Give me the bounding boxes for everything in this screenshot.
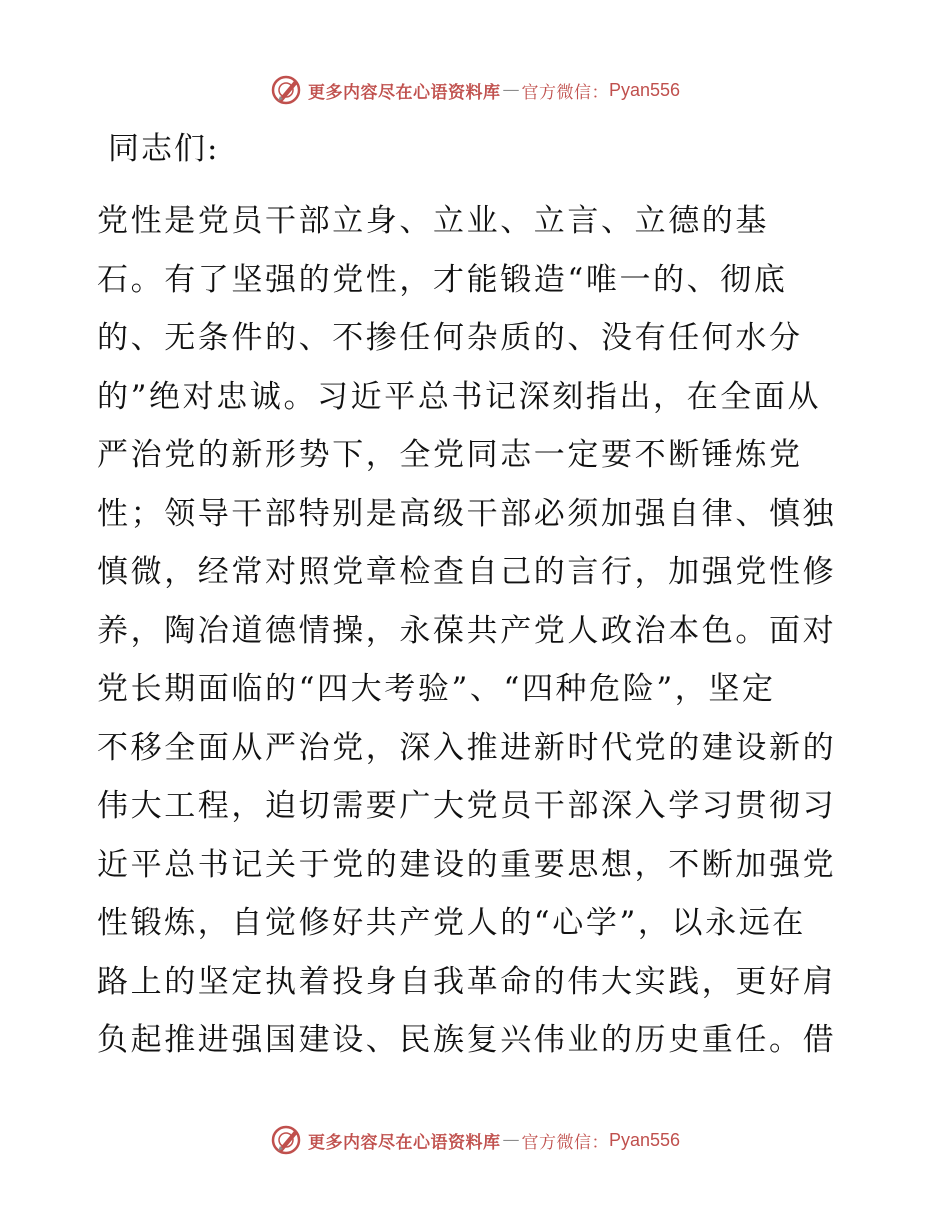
watermark-separator: — (502, 80, 520, 100)
pen-nib-logo-icon (270, 74, 302, 106)
body-line: 伟大工程，迫切需要广大党员干部深入学习贯彻习 (97, 788, 837, 824)
body-line: 党长期面临的“四大考验”、“四种危险”，坚定 (97, 671, 776, 707)
watermark-separator: — (502, 1130, 520, 1150)
pen-nib-logo-icon (270, 1124, 302, 1156)
body-line: 性；领导干部特别是高级干部必须加强自律、慎独 (97, 496, 837, 532)
watermark-label: 官方微信： (521, 1132, 609, 1153)
body-line: 不移全面从严治党，深入推进新时代党的建设新的 (97, 730, 837, 766)
watermark-main-text: 更多内容尽在心语资料库 (307, 1132, 501, 1153)
salutation: 同志们: (108, 131, 220, 167)
watermark-main-text: 更多内容尽在心语资料库 (307, 82, 501, 103)
watermark-banner-top (0, 70, 950, 110)
body-line: 党性是党员干部立身、立业、立言、立德的基 (97, 203, 769, 239)
body-line: 石。有了坚强的党性，才能锻造“唯一的、彻底 (97, 262, 788, 298)
body-line: 路上的坚定执着投身自我革命的伟大实践，更好肩 (97, 964, 837, 1000)
body-line: 负起推进强国建设、民族复兴伟业的历史重任。借 (97, 1022, 837, 1058)
body-line: 养，陶冶道德情操，永葆共产党人政治本色。面对 (97, 613, 837, 649)
watermark-wechat-id: Pyan556 (608, 1129, 681, 1150)
body-line: 的”绝对忠诚。习近平总书记深刻指出，在全面从 (97, 379, 822, 415)
body-line: 性锻炼，自觉修好共产党人的“心学”，以永远在 (97, 905, 806, 941)
body-line: 慎微，经常对照党章检查自己的言行，加强党性修 (97, 554, 837, 590)
watermark-label: 官方微信： (521, 82, 609, 103)
watermark-banner-bottom (0, 1120, 950, 1160)
body-line: 近平总书记关于党的建设的重要思想，不断加强党 (97, 847, 837, 883)
watermark-wechat-id: Pyan556 (608, 79, 681, 100)
body-line: 严治党的新形势下，全党同志一定要不断锤炼党 (97, 437, 803, 473)
body-line: 的、无条件的、不掺任何杂质的、没有任何水分 (97, 320, 803, 356)
